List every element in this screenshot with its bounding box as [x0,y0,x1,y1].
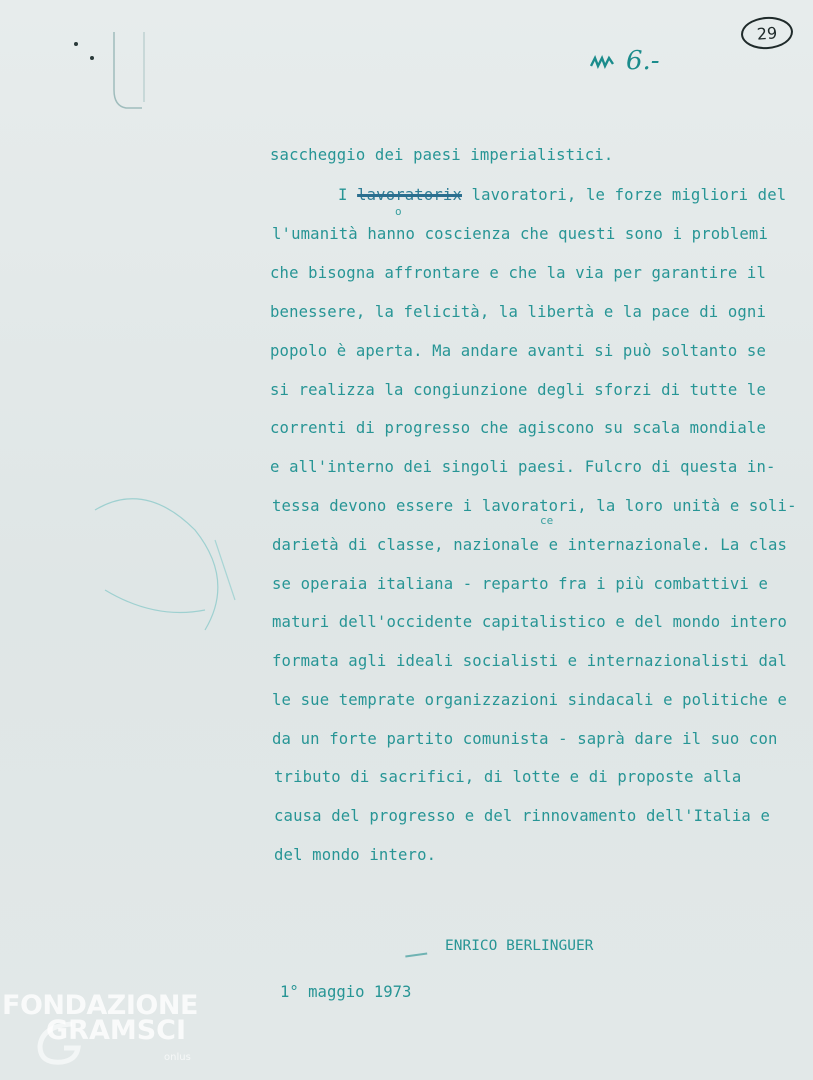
watermark-logo [2,990,198,1063]
body-line: tributo di sacrifici, di lotte e di proposte alla [274,768,742,786]
body-line: benessere, la felicità, la libertà e la pace di ogni [270,303,766,321]
page-number-circle [740,15,794,51]
handwritten-page-mark [590,46,660,76]
body-line: del mondo intero. [274,846,437,864]
struck-word: lavoratorix [357,186,462,204]
body-line: maturi dell'occidente capitalistico e del mondo intero [272,613,788,631]
line-indent: I [338,186,358,204]
body-line: da un forte partito comunista - saprà dare il suo con [272,730,778,748]
body-line: le sue temprate organizzazioni sindacali e politiche e [272,691,788,709]
body-line: si realizza la congiunzione degli sforzi di tutte le [270,381,766,399]
signature-dash [405,948,428,957]
body-line: darietà di classe, nazionale e internazionale. La clas [272,536,788,554]
line-rest: lavoratori, le forze migliori del [462,186,787,204]
margin-marks [70,30,160,120]
scribble-icon [590,54,614,70]
body-line: l'umanità hanno coscienza che questi sono i problemi [272,225,768,243]
handwritten-page-number: 6.- [626,46,660,76]
document-date: 1° maggio 1973 [280,983,412,1001]
watermark-line-1: FONDAZIONE [2,990,198,1021]
body-line: popolo è aperta. Ma andare avanti si può soltanto se [270,342,766,360]
margin-scribble [85,470,255,650]
body-line-struck [338,185,786,205]
watermark-line-3: onlus [164,1052,191,1063]
body-line: saccheggio dei paesi imperialistici. [270,146,614,164]
body-line: che bisogna affrontare e che la via per garantire il [270,264,766,282]
correction-mark: o [395,205,402,218]
correction-mark: ce [540,514,554,527]
body-line: formata agli ideali socialisti e internazionalisti dal [272,652,788,670]
watermark-swoosh-icon [32,1018,92,1068]
body-line: tessa devono essere i lavoratori, la loro unità e soli- [272,497,797,515]
body-line: se operaia italiana - reparto fra i più combattivi e [272,575,768,593]
body-line: e all'interno dei singoli paesi. Fulcro di questa in- [270,458,776,476]
body-line: causa del progresso e del rinnovamento dell'Italia e [274,807,770,825]
page-number: 29 [756,22,778,44]
body-line: correnti di progresso che agiscono su scala mondiale [270,419,766,437]
signature: ENRICO BERLINGUER [445,938,594,954]
watermark-line-2: GRAMSCI [46,1015,187,1046]
